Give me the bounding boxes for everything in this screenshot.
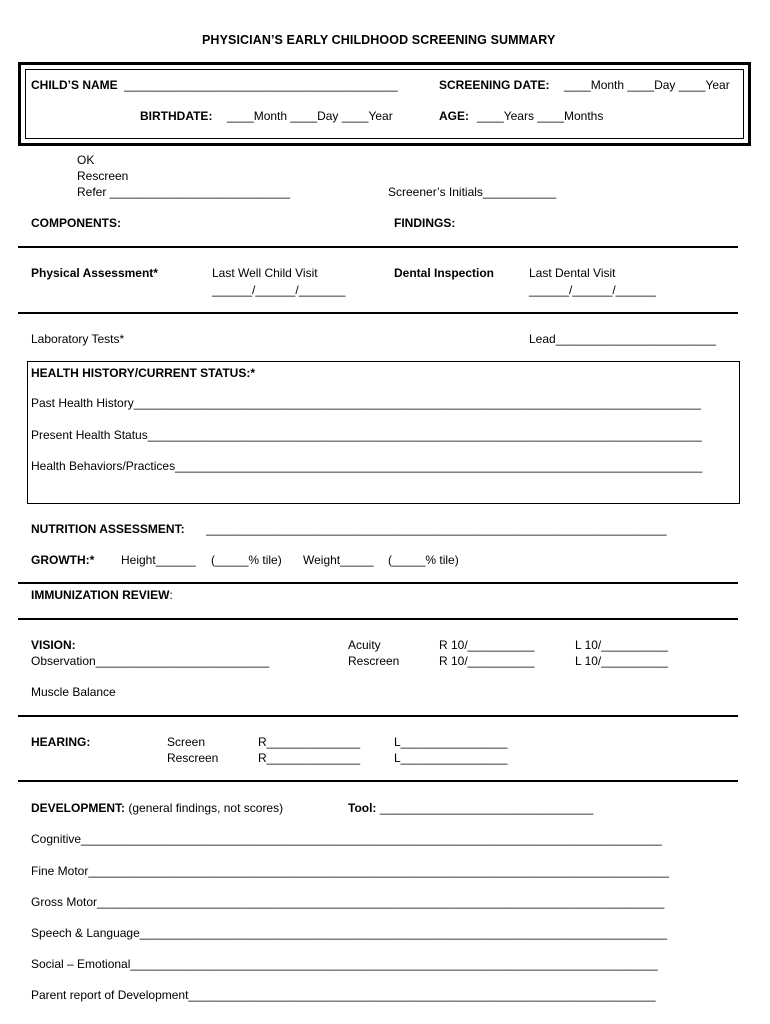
hearing-label: HEARING:: [31, 735, 91, 749]
child-name-field[interactable]: _________________________________________: [124, 78, 398, 92]
gross-motor-field[interactable]: Gross Motor_____________________________________________________________________________________: [31, 895, 665, 909]
past-health-history-field[interactable]: Past Health History_____________________________________________________________________________________: [31, 396, 701, 410]
option-refer[interactable]: Refer ___________________________: [77, 185, 290, 199]
divider: [18, 715, 738, 717]
immunization-review-label: IMMUNIZATION REVIEW: [31, 588, 170, 602]
weight-percentile-field[interactable]: (_____% tile): [388, 553, 459, 567]
age-field[interactable]: ____Years ____Months: [477, 109, 604, 123]
screening-date-label: SCREENING DATE:: [439, 78, 550, 92]
birthdate-label: BIRTHDATE:: [140, 109, 213, 123]
last-well-child-visit-label: Last Well Child Visit: [212, 266, 318, 280]
screener-initials-field[interactable]: Screener’s Initials___________: [388, 185, 557, 199]
hearing-rescreen-label: Rescreen: [167, 751, 219, 765]
fine-motor-field[interactable]: Fine Motor_______________________________________________________________________________________: [31, 864, 669, 878]
divider: [18, 582, 738, 584]
vision-rescreen-label: Rescreen: [348, 654, 400, 668]
vision-rescreen-right-field[interactable]: R 10/__________: [439, 654, 535, 668]
form-title: PHYSICIAN’S EARLY CHILDHOOD SCREENING SUMMARY: [202, 33, 556, 47]
speech-language-field[interactable]: Speech & Language_______________________________________________________________________________: [31, 926, 667, 940]
last-well-child-visit-field[interactable]: ______/______/_______: [212, 283, 346, 297]
laboratory-tests-label: Laboratory Tests*: [31, 332, 125, 346]
tool-label: Tool:: [348, 801, 377, 815]
height-percentile-field[interactable]: (_____% tile): [211, 553, 282, 567]
vision-acuity-left-field[interactable]: L 10/__________: [575, 638, 668, 652]
immunization-colon: :: [169, 588, 173, 602]
hearing-rescreen-left-field[interactable]: L________________: [394, 751, 508, 765]
components-label: COMPONENTS:: [31, 216, 121, 230]
observation-field[interactable]: Observation__________________________: [31, 654, 270, 668]
development-note: (general findings, not scores): [128, 801, 284, 815]
nutrition-assessment-field[interactable]: _____________________________________________________________________: [206, 522, 667, 536]
lead-field[interactable]: Lead________________________: [529, 332, 716, 346]
health-behaviors-field[interactable]: Health Behaviors/Practices_______________________________________________________________________________: [31, 459, 703, 473]
health-history-label: HEALTH HISTORY/CURRENT STATUS:*: [31, 366, 255, 380]
dental-inspection-label: Dental Inspection: [394, 266, 495, 280]
divider: [18, 780, 738, 782]
cognitive-field[interactable]: Cognitive_______________________________________________________________________________________: [31, 832, 662, 846]
last-dental-visit-label: Last Dental Visit: [529, 266, 616, 280]
divider: [18, 618, 738, 620]
weight-field[interactable]: Weight_____: [303, 553, 374, 567]
tool-row: [348, 801, 593, 815]
height-field[interactable]: Height______: [121, 553, 196, 567]
tool-field[interactable]: ________________________________: [379, 801, 594, 815]
last-dental-visit-field[interactable]: ______/______/______: [529, 283, 656, 297]
present-health-status-field[interactable]: Present Health Status___________________________________________________________________________________: [31, 428, 702, 442]
findings-label: FINDINGS:: [394, 216, 456, 230]
parent-report-field[interactable]: Parent report of Development______________________________________________________________________: [31, 988, 656, 1002]
screening-date-field[interactable]: ____Month ____Day ____Year: [564, 78, 730, 92]
vision-acuity-right-field[interactable]: R 10/__________: [439, 638, 535, 652]
divider: [18, 312, 738, 314]
hearing-screen-right-field[interactable]: R______________: [258, 735, 361, 749]
divider: [18, 246, 738, 248]
option-rescreen[interactable]: Rescreen: [77, 169, 129, 183]
development-label: DEVELOPMENT:: [31, 801, 126, 815]
child-name-label: CHILD’S NAME: [31, 78, 118, 92]
vision-rescreen-left-field[interactable]: L 10/__________: [575, 654, 668, 668]
social-emotional-field[interactable]: Social – Emotional_______________________________________________________________________________: [31, 957, 658, 971]
muscle-balance-label: Muscle Balance: [31, 685, 116, 699]
hearing-screen-left-field[interactable]: L________________: [394, 735, 508, 749]
option-ok[interactable]: OK: [77, 153, 95, 167]
development-heading: [31, 801, 283, 815]
immunization-review-heading: [31, 588, 173, 602]
acuity-label: Acuity: [348, 638, 381, 652]
birthdate-field[interactable]: ____Month ____Day ____Year: [227, 109, 393, 123]
age-label: AGE:: [439, 109, 469, 123]
physical-assessment-label: Physical Assessment*: [31, 266, 158, 280]
hearing-screen-label: Screen: [167, 735, 206, 749]
hearing-rescreen-right-field[interactable]: R______________: [258, 751, 361, 765]
nutrition-assessment-label: NUTRITION ASSESSMENT:: [31, 522, 185, 536]
growth-label: GROWTH:*: [31, 553, 95, 567]
vision-label: VISION:: [31, 638, 76, 652]
